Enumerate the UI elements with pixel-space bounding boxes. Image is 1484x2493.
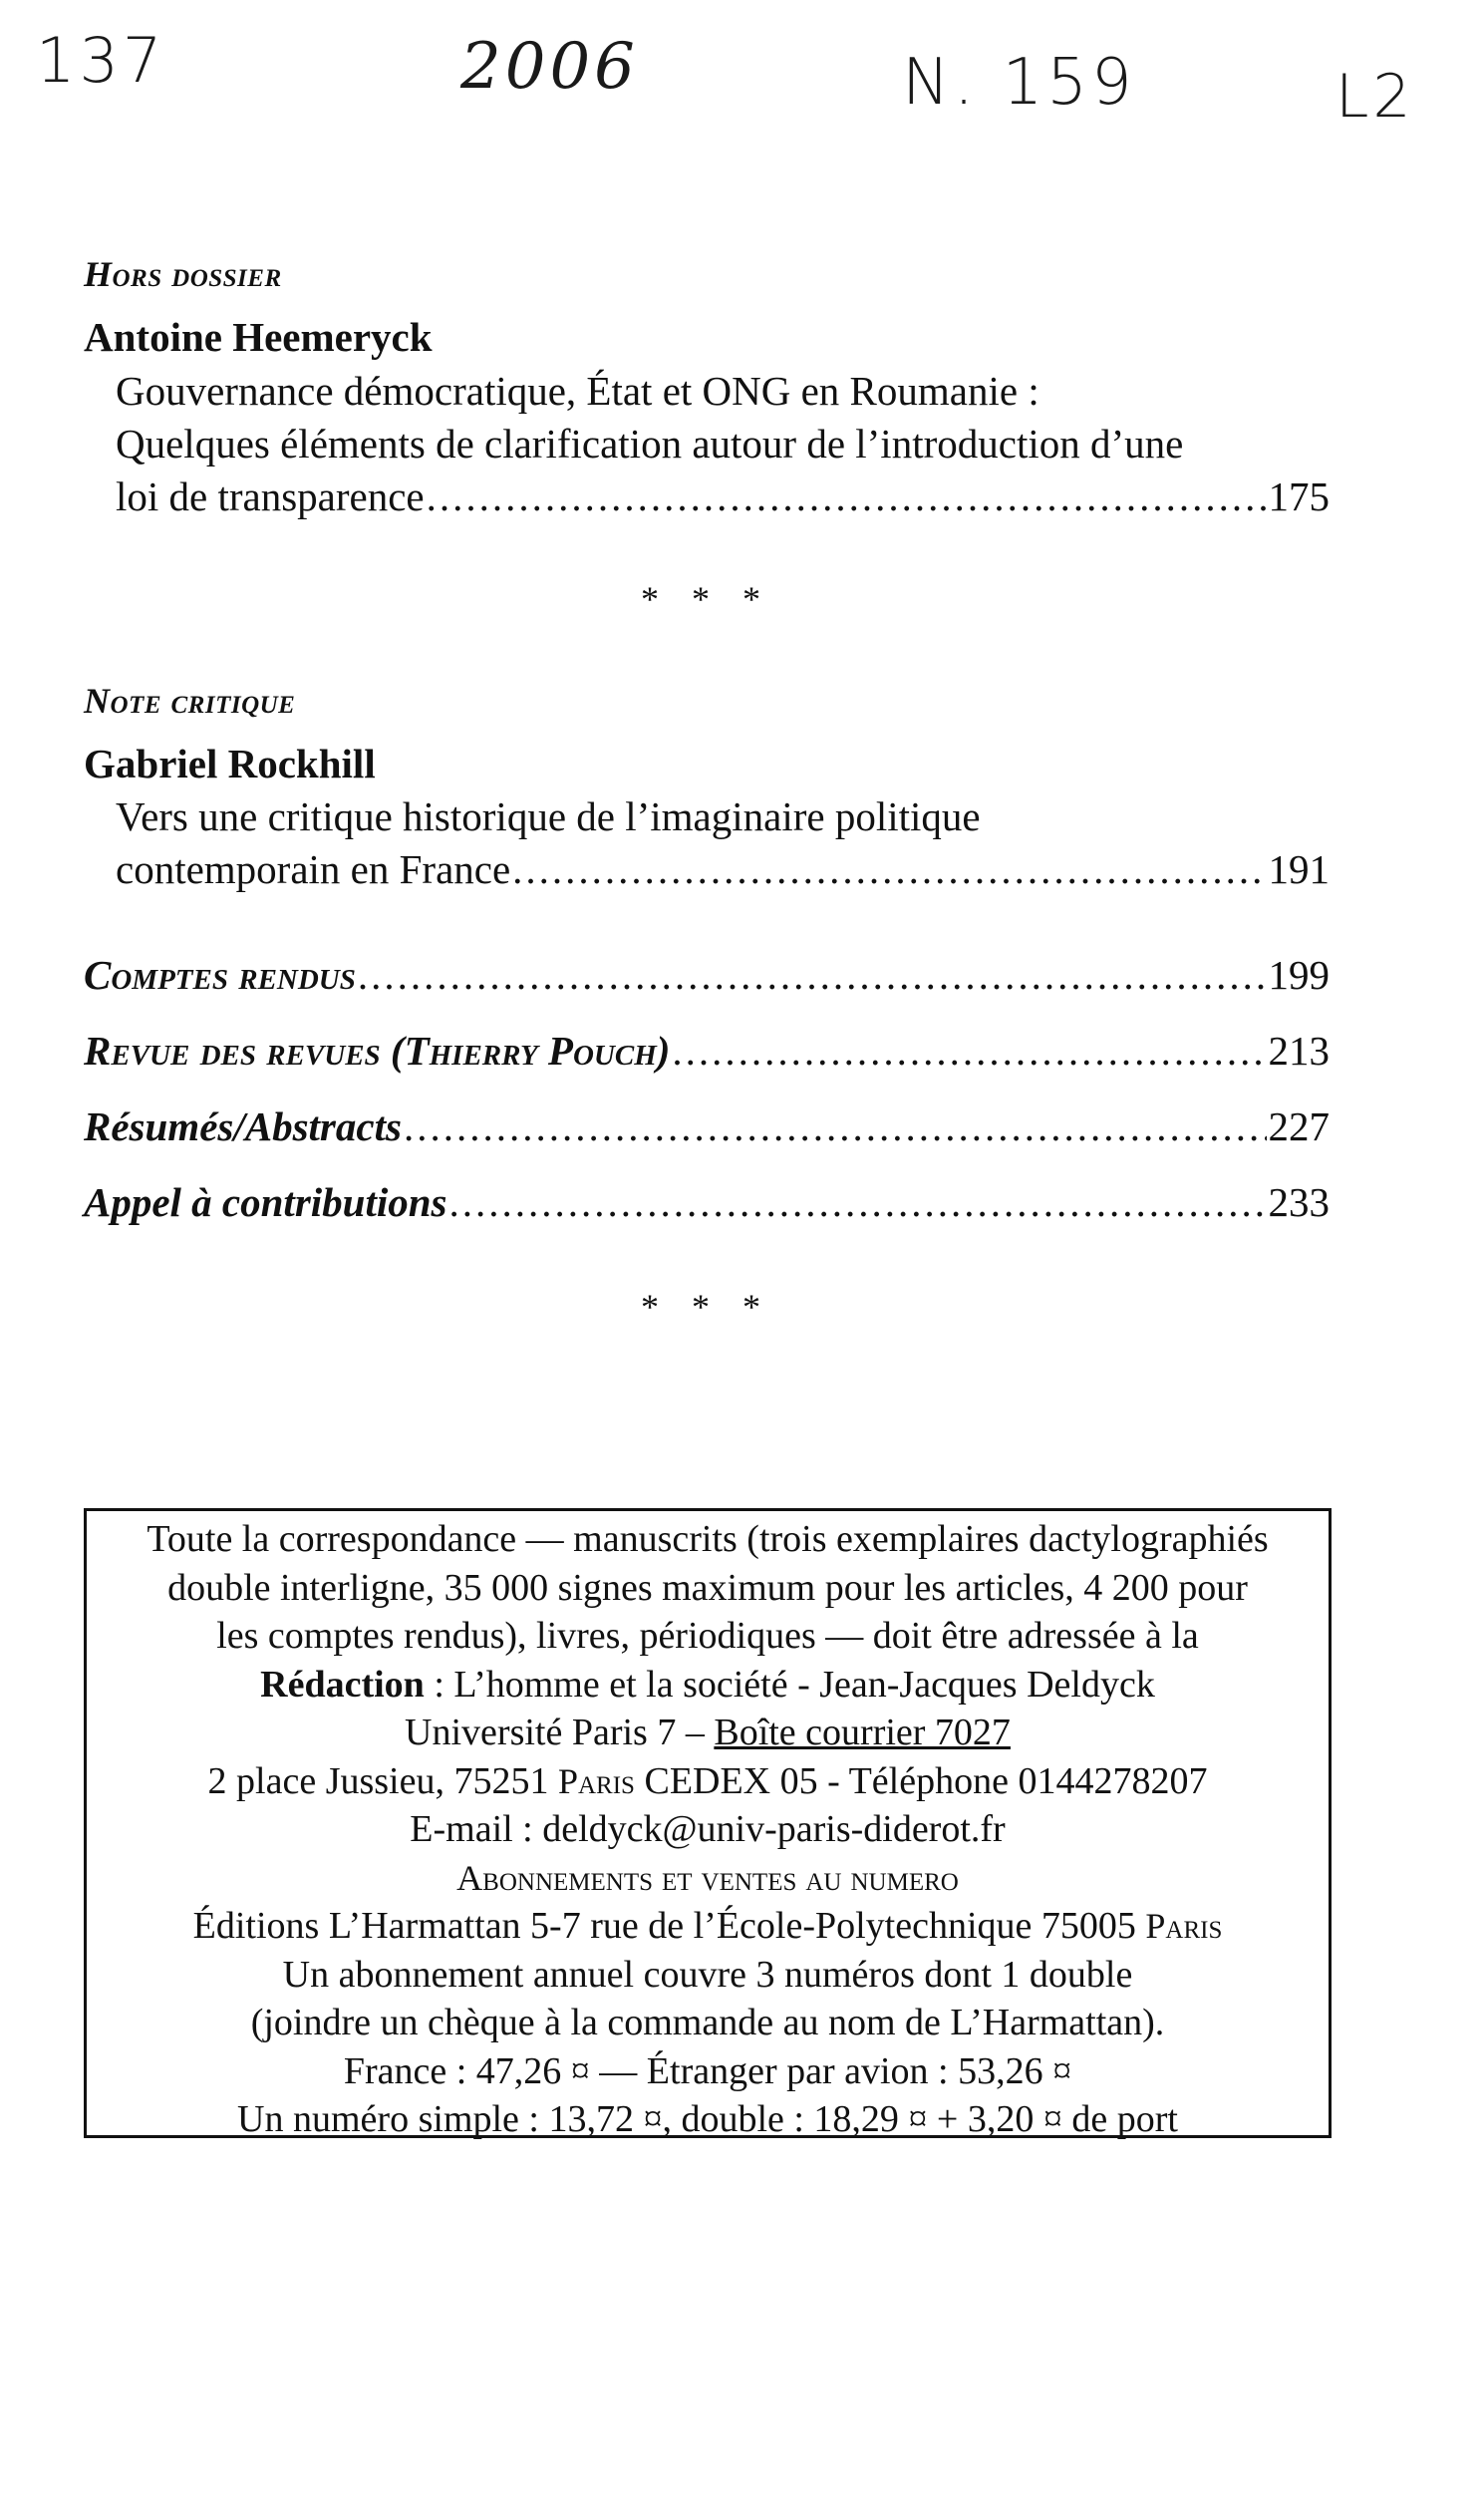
toc-entry-label: Comptes rendus <box>84 952 356 998</box>
separator-stars: * * * <box>641 579 772 619</box>
toc-page-number: 191 <box>1268 846 1330 892</box>
toc-entry-revue-des-revues <box>84 1027 1330 1075</box>
handwritten-mark: L2 <box>1336 62 1415 132</box>
info-line-address <box>87 1757 1329 1806</box>
toc-entry-label: contemporain en France <box>116 846 511 892</box>
article-title-line: Quelques éléments de clarification autour de l’introduction d’une <box>116 421 1184 467</box>
handwritten-page-number: 137 <box>36 24 166 97</box>
dot-leader <box>449 1178 1267 1226</box>
info-line-publisher <box>87 1902 1329 1951</box>
toc-page-number: 233 <box>1268 1179 1330 1225</box>
toc-entry-appel-contributions <box>84 1178 1330 1226</box>
toc-entry-comptes-rendus <box>84 951 1330 999</box>
publisher-city: Paris <box>1145 1906 1223 1946</box>
toc-entry-heemeryck <box>116 472 1330 520</box>
dot-leader <box>404 1102 1267 1150</box>
mailbox-text: Boîte courrier 7027 <box>714 1712 1011 1753</box>
info-line-email: E-mail : deldyck@univ-paris-diderot.fr <box>410 1808 1006 1850</box>
toc-entry-label: Résumés/Abstracts <box>84 1103 402 1149</box>
article-title-line: Vers une critique historique de l’imaginaire politique <box>116 793 981 839</box>
info-line-university <box>87 1709 1329 1757</box>
author-rockhill: Gabriel Rockhill <box>84 741 376 786</box>
separator-stars: * * * <box>641 1287 772 1327</box>
toc-page-number: 213 <box>1268 1028 1330 1074</box>
toc-page-number: 175 <box>1268 473 1330 519</box>
info-line: Toute la correspondance — manuscrits (trois exemplaires dactylographiés <box>147 1518 1269 1560</box>
correspondence-info-box <box>84 1508 1332 2138</box>
info-line: double interligne, 35 000 signes maximum pour les articles, 4 200 pour <box>167 1566 1248 1609</box>
publisher-text: Éditions L’Harmattan 5-7 rue de l’École-Polytechnique 75005 <box>192 1905 1146 1947</box>
dot-leader <box>358 951 1267 999</box>
toc-entry-resumes-abstracts <box>84 1102 1330 1150</box>
handwritten-issue-number: N. 159 <box>902 46 1136 120</box>
address-text: 2 place Jussieu, 75251 <box>207 1759 558 1802</box>
dot-leader <box>672 1027 1266 1075</box>
info-line-single-issue: Un numéro simple : 13,72 ¤, double : 18,29 ¤ + 3,20 ¤ de port <box>237 2098 1178 2140</box>
article-title-line: Gouvernance démocratique, État et ONG en Roumanie : <box>116 368 1039 414</box>
toc-entry-rockhill <box>116 845 1330 893</box>
toc-entry-label: Appel à contributions <box>84 1179 447 1225</box>
redaction-text: : L’homme et la société - Jean-Jacques Deldyck <box>424 1663 1155 1706</box>
university-text: Université Paris 7 – <box>405 1712 715 1753</box>
info-line: Un abonnement annuel couvre 3 numéros dont 1 double <box>282 1953 1133 1996</box>
handwritten-year: 2006 <box>460 30 639 104</box>
info-line-prices: France : 47,26 ¤ — Étranger par avion : 53,26 ¤ <box>343 2049 1072 2092</box>
info-line-redaction <box>87 1661 1329 1710</box>
dot-leader <box>427 472 1267 520</box>
info-line: les comptes rendus), livres, périodiques — doit être adressée à la <box>216 1615 1199 1657</box>
redaction-label: Rédaction <box>260 1663 425 1706</box>
toc-entry-label: Revue des revues (Thierry Pouch) <box>84 1028 671 1074</box>
info-line: (joindre un chèque à la commande au nom de L’Harmattan). <box>250 2002 1165 2043</box>
info-line-subscriptions-heading: Abonnements et ventes au numero <box>456 1857 959 1898</box>
author-heemeryck: Antoine Heemeryck <box>84 314 433 360</box>
toc-entry-label: loi de transparence <box>116 473 425 519</box>
city-text: Paris <box>557 1760 635 1801</box>
address-rest: CEDEX 05 - Téléphone 0144278207 <box>634 1759 1208 1802</box>
section-label-hors-dossier: Hors dossier <box>84 254 282 294</box>
toc-page-number: 199 <box>1268 952 1330 998</box>
dot-leader <box>512 845 1266 893</box>
section-label-note-critique: Note critique <box>84 681 296 721</box>
toc-page-number: 227 <box>1268 1103 1330 1149</box>
